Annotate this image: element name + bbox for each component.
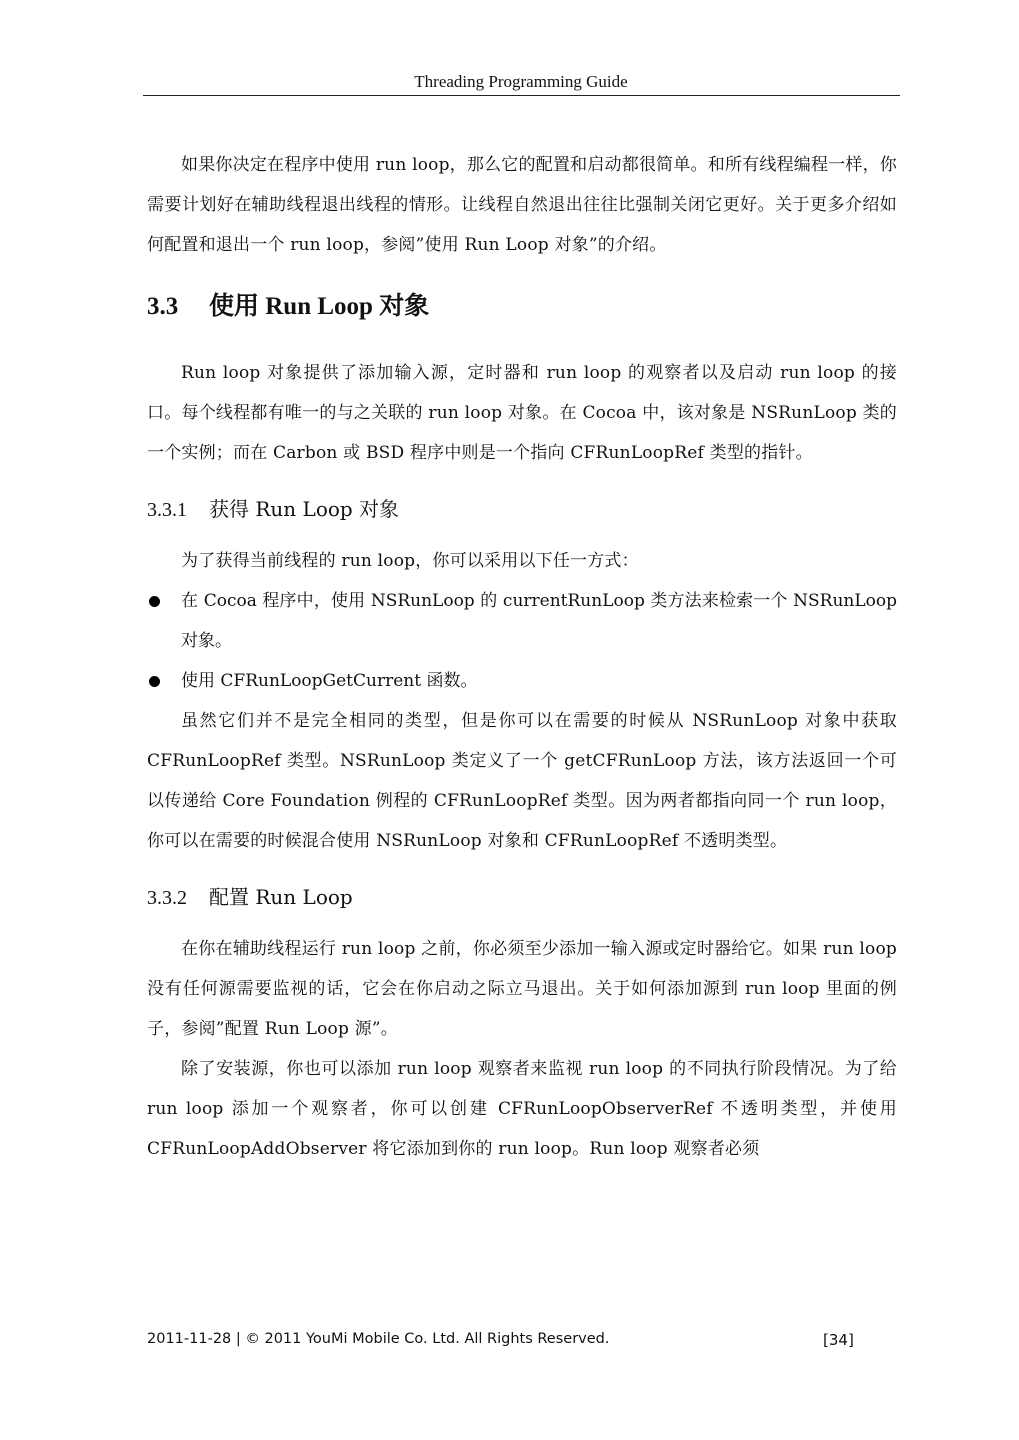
- subsection-title: 配置 Run Loop: [209, 885, 353, 909]
- list-item: [147, 661, 897, 701]
- page-number: [34]: [823, 1331, 854, 1349]
- section-number: 3.3: [147, 293, 179, 320]
- page-header-title: Threading Programming Guide: [414, 72, 628, 91]
- list-item-text: 使用 CFRunLoopGetCurrent 函数。: [181, 671, 478, 691]
- section-title: 使用 Run Loop 对象: [209, 293, 430, 320]
- subsection-heading-configure: [147, 873, 897, 921]
- paragraph-get-intro: 为了获得当前线程的 run loop，你可以采用以下任一方式：: [181, 551, 639, 571]
- paragraph-configure-sources: 在你在辅助线程运行 run loop 之前，你必须至少添加一输入源或定时器给它。如果 run loop 没有任何源需要监视的话，它会在你启动之际立马退出。关于如何添加源到 run loop 里面的例子，参阅”配置 Run Loop 源”。: [147, 939, 897, 1039]
- list-item: [147, 581, 897, 661]
- paragraph-runloop-objects: Run loop 对象提供了添加输入源，定时器和 run loop 的观察者以及启动 run loop 的接口。每个线程都有唯一的与之关联的 run loop 对象。在 Cocoa 中，该对象是 NSRunLoop 类的一个实例；而在 Carbon 或 BSD 程序中则是一个指向 CFRunLoopRef 类型的指针。: [147, 363, 897, 463]
- paragraph-observers: 除了安装源，你也可以添加 run loop 观察者来监视 run loop 的不同执行阶段情况。为了给 run loop 添加一个观察者，你可以创建 CFRunLoopObserverRef 不透明类型，并使用 CFRunLoopAddObserver 将它添加到你的 run loop。Run loop 观察者必须: [147, 1059, 897, 1159]
- paragraph-intro: 如果你决定在程序中使用 run loop，那么它的配置和启动都很简单。和所有线程编程一样，你需要计划好在辅助线程退出线程的情形。让线程自然退出往往比强制关闭它更好。关于更多介绍如何配置和退出一个 run loop，参阅”使用 Run Loop 对象”的介绍。: [147, 155, 897, 255]
- subsection-number: 3.3.2: [147, 887, 187, 909]
- section-heading: [147, 277, 897, 337]
- subsection-number: 3.3.1: [147, 499, 187, 521]
- bullet-icon: [149, 676, 160, 687]
- footer-copyright: 2011-11-28 | © 2011 YouMi Mobile Co. Ltd. All Rights Reserved.: [147, 1331, 610, 1347]
- page-content: [147, 145, 897, 1169]
- subsection-heading-get: [147, 485, 897, 533]
- header-divider: [143, 95, 900, 96]
- paragraph-toll-free: 虽然它们并不是完全相同的类型，但是你可以在需要的时候从 NSRunLoop 对象中获取 CFRunLoopRef 类型。NSRunLoop 类定义了一个 getCFRunLoop 方法，该方法返回一个可以传递给 Core Foundation 例程的 CFRunLoopRef 类型。因为两者都指向同一个 run loop，你可以在需要的时候混合使用 NSRunLoop 对象和 CFRunLoopRef 不透明类型。: [147, 711, 897, 851]
- bullet-icon: [149, 596, 160, 607]
- bullet-list: [147, 581, 897, 701]
- list-item-text: 在 Cocoa 程序中，使用 NSRunLoop 的 currentRunLoop 类方法来检索一个 NSRunLoop 对象。: [181, 591, 897, 651]
- subsection-title: 获得 Run Loop 对象: [209, 497, 400, 521]
